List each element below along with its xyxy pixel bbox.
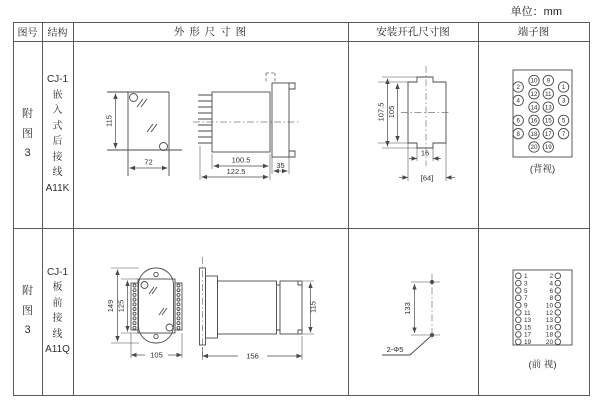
text-line: 前 — [52, 297, 63, 309]
terminal-number: 15 — [524, 324, 532, 332]
text-line: 图 — [22, 304, 33, 317]
terminal-number: 13 — [524, 317, 532, 325]
text-line: 入 — [52, 105, 63, 116]
header-terminal-diagram: 端子图 — [517, 26, 550, 38]
terminal-number: 9 — [524, 302, 528, 310]
text-line: A11Q — [45, 344, 70, 355]
glass-hatch — [149, 287, 157, 294]
text-line: 板 — [52, 282, 63, 293]
dim-total-depth: 122.5 — [226, 167, 246, 176]
terminal-pin — [516, 317, 522, 323]
glass-hatch — [137, 99, 147, 107]
text-line: 式 — [52, 120, 63, 132]
terminal-number: 8 — [516, 130, 520, 138]
terminal-number: 20 — [545, 339, 553, 347]
handle-outline — [266, 73, 275, 83]
terminal-pin — [555, 324, 561, 330]
terminal-number: 3 — [524, 280, 528, 288]
terminal-pin — [516, 332, 522, 338]
strip-terminal-dot — [133, 289, 136, 292]
view-label-front: (前 视) — [528, 359, 557, 371]
strip-terminal-dot — [177, 312, 180, 315]
terminal-pin — [555, 317, 561, 323]
unit-label: 单位：mm — [510, 6, 562, 18]
terminal-pin — [555, 332, 561, 338]
terminal-number: 8 — [549, 295, 553, 303]
mounting-cutout-row1 — [377, 66, 456, 183]
glass-hatch — [147, 124, 157, 132]
dim-total-height-149: 149 — [106, 299, 115, 313]
terminal-number: 16 — [545, 324, 553, 332]
terminal-pin — [516, 280, 522, 286]
strip-terminal-dot — [177, 303, 180, 306]
dim-tab-width: 16 — [420, 148, 430, 158]
terminal-number: 6 — [549, 287, 553, 295]
terminal-number: 2 — [549, 273, 553, 281]
screw-hole — [130, 94, 138, 102]
dim-body-depth: 100.5 — [231, 155, 251, 165]
terminal-number: 15 — [544, 117, 552, 125]
header-figure-no: 图号 — [17, 28, 38, 39]
terminal-pin — [555, 310, 561, 316]
terminal-pin — [529, 129, 539, 139]
plate-screw-hole — [154, 334, 158, 338]
terminal-pin — [529, 142, 539, 152]
text-line: 后 — [52, 136, 63, 147]
terminal-number: 1 — [561, 84, 566, 92]
terminal-pin — [513, 95, 523, 105]
terminal-number: 10 — [545, 302, 553, 310]
terminal-number: 18 — [545, 331, 553, 339]
strip-terminal-dot — [177, 284, 180, 287]
strip-terminal-dot — [133, 303, 136, 306]
terminal-pin — [555, 288, 561, 294]
header-mounting-dims: 安装开孔尺寸图 — [376, 26, 450, 38]
text-line: 接 — [52, 151, 63, 163]
terminal-number: 12 — [530, 91, 538, 99]
terminal-pin — [516, 324, 522, 330]
terminal-pin — [529, 115, 539, 125]
terminal-strip-dots — [133, 284, 180, 329]
terminal-pin — [516, 339, 522, 345]
outline-side-view-row1 — [193, 73, 299, 180]
terminal-pin — [529, 102, 539, 112]
strip-terminal-dot — [177, 289, 180, 292]
terminal-pin — [543, 129, 553, 139]
relay-body — [218, 281, 277, 334]
terminal-pin — [555, 280, 561, 286]
mounting-hole — [430, 333, 434, 337]
mounting-holes-row2 — [382, 274, 440, 355]
terminal-pin — [516, 302, 522, 308]
terminal-number: 6 — [516, 117, 520, 125]
dim-cutout-outer-height: 107.5 — [376, 102, 386, 122]
strip-terminal-dot — [177, 326, 180, 329]
terminal-number: 7 — [524, 295, 528, 303]
terminal-number: 4 — [516, 97, 520, 105]
terminal-number: 16 — [530, 117, 538, 125]
terminal-pin — [516, 295, 522, 301]
terminal-diagram-row2 — [513, 270, 572, 371]
terminal-number: 9 — [546, 77, 551, 85]
cutout-profile — [408, 77, 446, 148]
header-structure: 结构 — [47, 28, 68, 39]
terminal-number: 17 — [524, 331, 532, 339]
front-flange — [272, 83, 289, 157]
dim-inner-height-125: 125 — [116, 299, 126, 313]
mounting-plate-edge — [200, 268, 206, 345]
text-line: 接 — [52, 313, 63, 324]
terminal-number: 13 — [545, 317, 553, 325]
strip-terminal-dot — [177, 317, 180, 320]
strip-terminal-dot — [177, 298, 180, 301]
terminal-pin — [555, 295, 561, 301]
dim-cutout-width: [64] — [420, 173, 434, 183]
terminal-pin — [555, 302, 561, 308]
terminal-pin — [529, 75, 539, 85]
terminal-number: 4 — [549, 280, 553, 288]
mounting-hole — [430, 280, 434, 284]
text-line: A11K — [45, 182, 70, 194]
text-line: 线 — [52, 167, 63, 178]
terminal-pin — [558, 95, 568, 105]
terminal-pin — [543, 115, 553, 125]
terminal-pins — [198, 95, 212, 143]
terminal-number: 14 — [530, 104, 538, 112]
dim-flange-depth: 35 — [276, 161, 285, 170]
terminal-number: 10 — [530, 77, 538, 85]
text-line: CJ-1 — [46, 266, 69, 278]
terminal-pin — [516, 288, 522, 294]
outline-front-view-row2 — [106, 268, 182, 360]
dim-hole-spacing-133: 133 — [403, 302, 412, 315]
terminal-pins-front — [516, 273, 561, 346]
screw-hole — [166, 324, 173, 331]
dim-depth-156: 156 — [246, 351, 259, 361]
terminal-number: 7 — [561, 130, 566, 138]
strip-terminal-dot — [133, 293, 136, 296]
terminal-number: 3 — [561, 97, 566, 105]
screw-hole — [160, 143, 168, 151]
strip-terminal-dot — [133, 322, 136, 325]
strip-terminal-dot — [133, 312, 136, 315]
terminal-pin — [513, 82, 523, 92]
terminal-number: 5 — [561, 117, 566, 125]
dim-right-height-115: 115 — [308, 301, 318, 313]
terminal-pin — [516, 273, 522, 279]
terminal-pin — [516, 310, 522, 316]
terminal-number: 12 — [545, 309, 553, 317]
terminal-pin — [543, 75, 553, 85]
terminal-number: 11 — [524, 309, 531, 317]
strip-terminal-dot — [177, 322, 180, 325]
dim-width-72: 72 — [144, 157, 153, 167]
terminal-pin — [513, 129, 523, 139]
screw-hole — [141, 282, 148, 289]
text-line: 3 — [24, 147, 31, 160]
glass-hatch — [159, 308, 167, 315]
terminal-pin — [543, 89, 553, 99]
terminal-pin — [555, 339, 561, 345]
terminal-pin — [529, 89, 539, 99]
terminal-number: 17 — [544, 130, 552, 138]
view-label-rear: (背视) — [529, 164, 556, 175]
text-line: CJ-1 — [46, 74, 69, 85]
terminal-number: 5 — [524, 287, 528, 295]
outline-side-view-row2 — [200, 257, 318, 361]
terminal-pin — [543, 102, 553, 112]
text-line: 线 — [52, 328, 63, 340]
terminal-diagram-row1 — [513, 70, 572, 175]
text-line: 3 — [24, 324, 31, 337]
text-line: 图 — [22, 127, 33, 140]
text-line: 附 — [22, 107, 33, 120]
terminal-pin — [513, 115, 523, 125]
terminal-pin — [543, 142, 553, 152]
bracket — [206, 276, 218, 338]
dim-width-105: 105 — [150, 350, 163, 360]
terminal-number: 11 — [545, 91, 552, 99]
dim-cutout-inner-height: 105 — [387, 105, 396, 119]
terminal-pins-rear — [513, 75, 569, 152]
terminal-number: 1 — [524, 273, 528, 281]
text-line: 附 — [22, 284, 33, 297]
text-line: 嵌 — [52, 89, 63, 101]
terminal-block-outline — [513, 270, 572, 345]
dim-height-115: 115 — [104, 115, 114, 127]
strip-terminal-dot — [133, 284, 136, 287]
terminal-number: 13 — [544, 104, 552, 112]
plate-screw-hole — [154, 272, 158, 276]
strip-terminal-dot — [177, 293, 180, 296]
terminal-number: 2 — [516, 84, 520, 92]
strip-terminal-dot — [133, 317, 136, 320]
terminal-pin — [555, 273, 561, 279]
strip-terminal-dot — [133, 308, 136, 311]
header-outline-dims: 外 形 尺 寸 图 — [173, 26, 248, 38]
strip-terminal-dot — [133, 326, 136, 329]
hole-callout-2xphi5: 2-Φ5 — [386, 345, 404, 354]
terminal-number: 19 — [524, 339, 532, 347]
strip-terminal-dot — [177, 308, 180, 311]
strip-terminal-dot — [133, 298, 136, 301]
terminal-number: 20 — [530, 144, 538, 152]
terminal-number: 18 — [530, 130, 538, 138]
terminal-pin — [558, 129, 568, 139]
terminal-pin — [558, 115, 568, 125]
terminal-pin — [558, 82, 568, 92]
terminal-number: 19 — [544, 144, 552, 152]
outline-front-view-row1 — [105, 92, 183, 176]
terminal-cover — [280, 281, 302, 334]
